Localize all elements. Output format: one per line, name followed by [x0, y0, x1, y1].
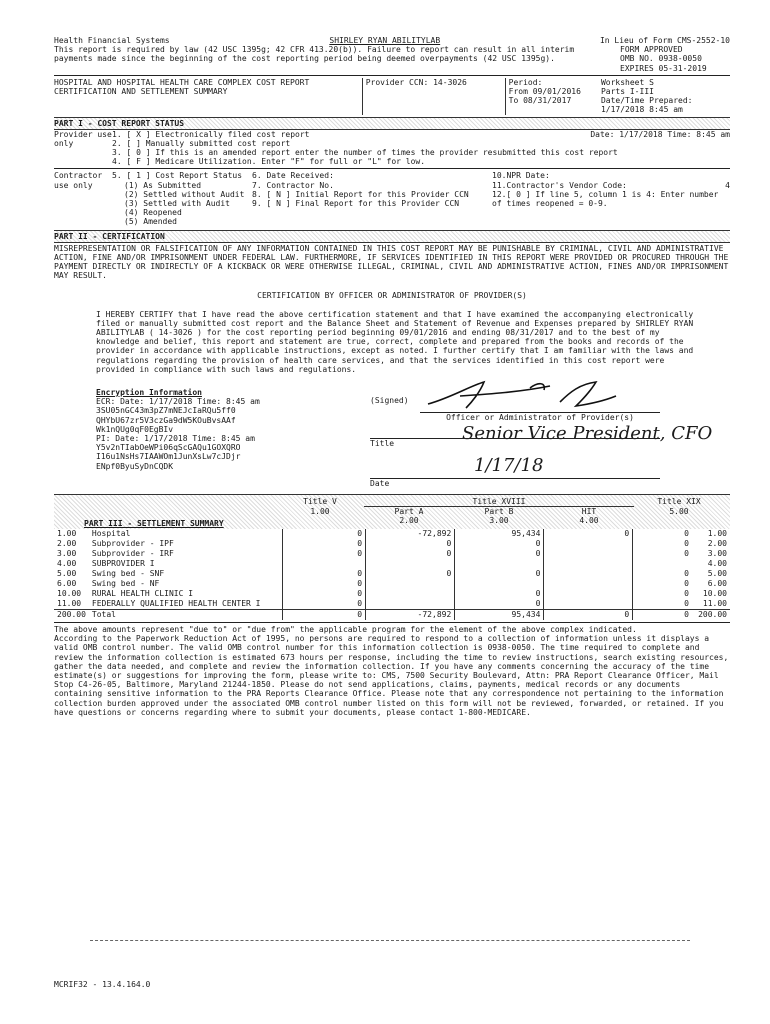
col-title-xviii: Title XVIII: [364, 497, 634, 507]
title-block: [54, 78, 730, 115]
row-hit: [544, 589, 633, 599]
row-label: Subprovider - IRF: [91, 549, 174, 559]
ecr-code-3: Wk1nQUg0qF0EgBIv: [96, 424, 174, 434]
row-label: Swing bed - NF: [91, 579, 160, 589]
certification-title: CERTIFICATION BY OFFICER OR ADMINISTRATOR OF PROVIDER(S): [257, 290, 527, 300]
contractor-use-label: Contractor use only: [54, 171, 103, 190]
signature-area: [54, 382, 730, 494]
prepared-label: Date/Time Prepared:: [600, 96, 693, 106]
table-row: [54, 549, 730, 559]
law-notice: This report is required by law (42 USC 1395g; 42 CFR 413.20(b)). Failure to report can result in all interim payments made since the beginning of the cost reporting period being deemed overpayments (42 USC 1395g).: [54, 45, 575, 64]
c7-contractor-no: 7. Contractor No.: [252, 180, 334, 190]
period-block: [505, 78, 598, 115]
omb-block: [620, 45, 730, 73]
row-line-number: 2.00: [57, 539, 77, 549]
pi-code-2: I16u1NsHs7IAAWOm1JunXsLw7cJDjr: [96, 452, 241, 462]
row-title-v: 0: [283, 569, 366, 579]
row-title-xix: 0: [633, 589, 692, 599]
row-title-v: 0: [283, 610, 366, 621]
prepared-date: 1/17/2018 8:45 am: [600, 105, 683, 115]
c6-date-received: 6. Date Received:: [252, 171, 334, 181]
row-part-b: 0: [455, 599, 544, 610]
row-line-number: 11.00: [57, 599, 82, 609]
row-line-number: 10.00: [57, 589, 82, 599]
c5-option-4: (4) Reopened: [124, 208, 182, 218]
date-label: Date: [370, 478, 660, 488]
row-part-a: 0: [366, 539, 455, 549]
certification-statement: I HEREBY CERTIFY that I have read the above certification statement and that I have examined the accompanying electronically filed or manually submitted cost report and the Balance Sheet and Statement of Revenue and Expenses prepared by SHIRLEY RYAN ABILITYLAB ( 14-3026 ) for the cost reporting period beginning 09/01/2016 and ending 08/31/2017 and to the best of my knowledge and belief, this report and statement are true, correct, complete and prepared from the books and records of the provider in accordance with applicable instructions, except as noted. I further certify that I am familiar with the laws and regulations regarding the provision of health care services, and that the services identified in this cost report were provided in compliance with such laws and regulations.: [96, 309, 694, 374]
table-row: [54, 539, 730, 549]
row-part-a: -72,892: [366, 610, 455, 621]
officer-label: Officer or Administrator of Provider(s): [420, 412, 660, 422]
table-row: [54, 569, 730, 579]
row-line-ref: 10.00: [702, 589, 727, 599]
encryption-label: Encryption Information: [96, 388, 202, 397]
table-row: [54, 529, 730, 539]
period-label: Period:: [508, 77, 543, 87]
row-part-a: [366, 599, 455, 610]
report-title: HOSPITAL AND HOSPITAL HEALTH CARE COMPLEX COST REPORT CERTIFICATION AND SETTLEMENT SUMMARY: [54, 77, 310, 96]
row-part-b: [455, 559, 544, 569]
row-label: Hospital: [91, 529, 131, 539]
provider-name: SHIRLEY RYAN ABILITYLAB: [329, 36, 441, 45]
row-line-ref: 1.00: [707, 529, 727, 539]
col-hit: HIT: [581, 507, 597, 516]
col-num-1: 1.00: [310, 507, 330, 516]
row-hit: [544, 549, 633, 559]
c5-option-5: (5) Amended: [124, 217, 177, 227]
col-title-xix: Title XIX: [657, 497, 701, 506]
row-part-b: 95,434: [455, 529, 544, 539]
row-title-xix: 0: [633, 539, 692, 549]
row-title-v: 0: [283, 599, 366, 610]
row-part-b: [455, 579, 544, 589]
row-label: Subprovider - IPF: [91, 539, 174, 549]
ecr-date: ECR: Date: 1/17/2018 Time: 8:45 am: [96, 397, 260, 407]
part1-provider-section: [54, 130, 730, 167]
c11-vendor-value: 4: [725, 180, 730, 190]
row-part-a: 0: [366, 549, 455, 559]
row-line-number: 5.00: [57, 569, 77, 579]
row-title-v: 0: [283, 539, 366, 549]
part2-heading: PART II - CERTIFICATION: [54, 230, 730, 243]
row-line-ref: 200.00: [698, 610, 727, 620]
col-title-v: Title V: [303, 497, 337, 506]
pi-code-1: Y5v2nTIabOeWPi06qScGAQu1GOXQRO: [96, 443, 241, 453]
c11-vendor-code: 11.Contractor's Vendor Code:: [492, 180, 627, 190]
row-title-xix: 0: [633, 549, 692, 559]
row-line-ref: 11.00: [702, 599, 727, 609]
col-num-4: 4.00: [579, 516, 599, 525]
line2-manual: 2. [ ] Manually submitted cost report: [112, 138, 291, 148]
row-title-v: 0: [283, 529, 366, 539]
row-label: Total: [91, 610, 116, 620]
form-number: In Lieu of Form CMS-2552-10: [599, 36, 730, 45]
expiration: EXPIRES 05-31-2019: [620, 63, 707, 73]
c9-final-report: 9. [ N ] Final Report for this Provider CCN: [252, 199, 460, 208]
row-hit: [544, 559, 633, 569]
row-hit: [544, 579, 633, 589]
table-row: [54, 559, 730, 569]
row-title-xix: 0: [633, 610, 692, 621]
row-part-a: [366, 579, 455, 589]
title-label: Title: [370, 438, 660, 448]
part1-heading: PART I - COST REPORT STATUS: [54, 117, 730, 130]
row-title-v: 0: [283, 589, 366, 599]
pi-code-3: ENpf0ByuSyDnCQDK: [96, 461, 174, 471]
encryption-block: [96, 388, 296, 471]
line3-amended: 3. [ 0 ] If this is an amended report enter the number of times the provider resubmitted this cost report: [112, 148, 618, 158]
cost-report-page: [54, 36, 730, 717]
row-hit: 0: [544, 529, 633, 539]
ecr-code-1: 3SU05nGC43m3pZ7mNEJcIaRQu5ff0: [96, 406, 236, 416]
paperwork-reduction-notice: According to the Paperwork Reduction Act of 1995, no persons are required to respond to a collection of information unless it displays a valid OMB control number. The valid OMB control number for this information collection is 0938-0050. The time required to complete and review the information collection is estimated 673 hours per response, including the time to review instructions, search existing resources, gather the data needed, and complete and review the information collection. If you have any comments concerning the accuracy of the time estimate(s) or suggestions for improving the form, please write to: CMS, 7500 Security Boulevard, Attn: PRA Report Clearance Officer, Mail Stop C4-26-05, Baltimore, Maryland 21244-1850. Please do not send applications, claims, payments, medical records or any documents containing sensitive information to the PRA Reports Clearance Office. Please note that any correspondence not pertaining to the information collection burden approved under the associated OMB control number listed on this form will not be reviewed, forwarded, or retained. If you have questions or concerns regarding where to submit your documents, please contact 1-800-MEDICARE.: [54, 634, 729, 717]
row-label: FEDERALLY QUALIFIED HEALTH CENTER I: [91, 599, 261, 609]
row-line-ref: 6.00: [707, 579, 727, 589]
parts: Parts I-III: [600, 86, 654, 96]
row-line-ref: 4.00: [707, 559, 727, 569]
signed-label: (Signed): [370, 396, 409, 405]
row-title-xix: [633, 559, 692, 569]
date-handwritten: 1/17/18: [474, 455, 544, 476]
settlement-footnote: The above amounts represent "due to" or "due from" the applicable program for the element of the above complex indicated.: [54, 625, 637, 634]
row-part-a: -72,892: [366, 529, 455, 539]
period-to: To 08/31/2017: [508, 96, 572, 106]
row-part-a: [366, 559, 455, 569]
pi-date: PI: Date: 1/17/2018 Time: 8:45 am: [96, 433, 255, 443]
row-part-a: 0: [366, 569, 455, 579]
header-notice-block: [54, 45, 730, 73]
col-num-5: 5.00: [669, 507, 689, 516]
row-title-v: 0: [283, 549, 366, 559]
col-part-a: Part A: [394, 507, 424, 516]
part1-contractor-section: [54, 171, 730, 226]
row-hit: [544, 599, 633, 610]
row-title-v: [283, 559, 366, 569]
col-num-2: 2.00: [399, 516, 419, 525]
ecr-code-2: QHYbU67zr5V3czGa9dW5KOuBvsAAf: [96, 415, 236, 425]
software-version: MCRIF32 - 13.4.164.0: [54, 980, 151, 989]
falsification-warning: MISREPRESENTATION OR FALSIFICATION OF ANY INFORMATION CONTAINED IN THIS COST REPORT MAY BE PUNISHABLE BY CRIMINAL, CIVIL AND ADMINISTRATIVE ACTION, FINE AND/OR IMPRISONMENT UNDER FEDERAL LAW. FURTHERMORE, IF SERVICES IDENTIFIED IN THIS REPORT WERE PROVIDED OR PROCURED THROUGH THE PAYMENT DIRECTLY OR INDIRECTLY OF A KICKBACK OR WERE OTHERWISE ILLEGAL, CRIMINAL, CIVIL AND ADMINISTRATIVE ACTION, FINES AND/OR IMPRISONMENT MAY RESULT.: [54, 243, 729, 281]
col-num-3: 3.00: [489, 516, 509, 525]
title-handwritten: Senior Vice President, CFO: [462, 423, 713, 444]
row-line-number: 1.00: [57, 529, 77, 539]
software-name: Health Financial Systems: [54, 36, 170, 45]
form-approved: FORM APPROVED: [620, 45, 683, 55]
row-line-number: 200.00: [57, 610, 86, 620]
line1-electronic: 1. [ X ] Electronically filed cost report: [112, 129, 310, 139]
c5-status: 5. [ 1 ] Cost Report Status: [112, 171, 243, 181]
row-title-xix: 0: [633, 599, 692, 610]
row-title-v: 0: [283, 579, 366, 589]
row-part-b: 0: [455, 589, 544, 599]
row-hit: [544, 569, 633, 579]
signature-image: [420, 378, 620, 412]
col-part-b: Part B: [484, 507, 514, 516]
period-from: From 09/01/2016: [508, 86, 581, 96]
row-part-b: 95,434: [455, 610, 544, 621]
table-row: [54, 579, 730, 589]
bottom-rule: [90, 940, 690, 941]
provider-ccn: Provider CCN: 14-3026: [362, 78, 505, 115]
table-row: [54, 610, 730, 621]
table-row: [54, 599, 730, 610]
row-hit: [544, 539, 633, 549]
part3-heading: PART III - SETTLEMENT SUMMARY: [84, 519, 224, 528]
line4-utilization: 4. [ F ] Medicare Utilization. Enter "F" for full or "L" for low.: [112, 157, 426, 167]
line1-date: Date: 1/17/2018 Time: 8:45 am: [590, 129, 730, 139]
c12-reopened: 12.[ 0 ] If line 5, column 1 is 4: Enter number of times reopened = 0-9.: [492, 189, 719, 208]
c8-initial-report: 8. [ N ] Initial Report for this Provider CCN: [252, 189, 469, 199]
worksheet: Worksheet S: [600, 77, 654, 87]
row-part-b: 0: [455, 549, 544, 559]
c5-option-3: (3) Settled with Audit: [124, 199, 230, 208]
c10-npr-date: 10.NPR Date:: [492, 171, 550, 181]
row-part-b: 0: [455, 539, 544, 549]
row-label: RURAL HEALTH CLINIC I: [91, 589, 194, 599]
header-line: [54, 36, 730, 45]
settlement-table: [54, 529, 730, 620]
c5-option-1: (1) As Submitted: [124, 180, 202, 190]
row-line-ref: 3.00: [707, 549, 727, 559]
row-hit: 0: [544, 610, 633, 621]
row-title-xix: 0: [633, 529, 692, 539]
row-title-xix: 0: [633, 579, 692, 589]
row-line-number: 4.00: [57, 559, 77, 569]
worksheet-block: [598, 78, 730, 115]
c5-option-2: (2) Settled without Audit: [124, 189, 245, 199]
row-part-a: [366, 589, 455, 599]
row-line-number: 3.00: [57, 549, 77, 559]
table-row: [54, 589, 730, 599]
row-title-xix: 0: [633, 569, 692, 579]
row-line-number: 6.00: [57, 579, 77, 589]
omb-number: OMB NO. 0938-0050: [620, 54, 702, 64]
row-part-b: 0: [455, 569, 544, 579]
part3-header-band: [54, 494, 730, 529]
row-line-ref: 2.00: [707, 539, 727, 549]
row-label: Swing bed - SNF: [91, 569, 165, 579]
provider-use-label: Provider use only: [54, 129, 112, 148]
row-label: SUBPROVIDER I: [91, 559, 155, 569]
row-line-ref: 5.00: [707, 569, 727, 579]
